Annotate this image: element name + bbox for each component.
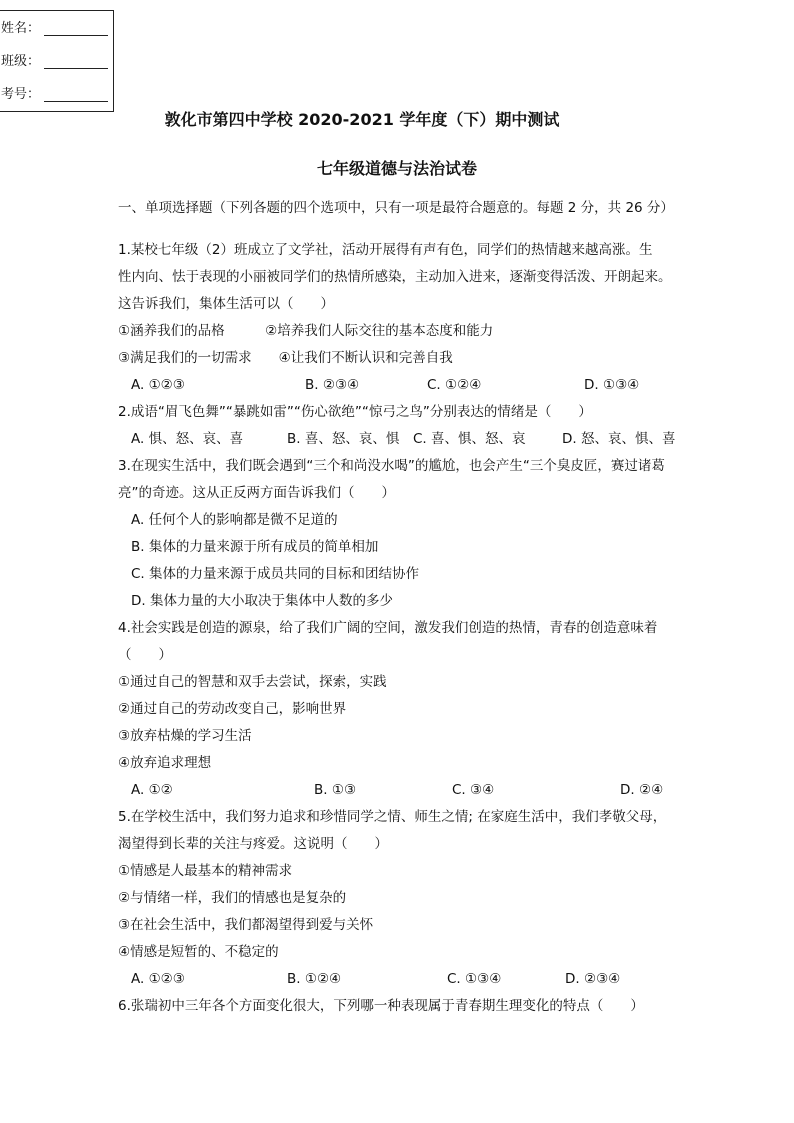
statement-item: ②通过自己的劳动改变自己，影响世界 (118, 701, 347, 717)
answer-options-row (118, 777, 688, 804)
statement-item: ③满足我们的一切需求 ④让我们不断认识和完善自我 (118, 350, 453, 366)
answer-option[interactable]: B. ②③④ (305, 377, 360, 393)
answer-option[interactable]: D. ①③④ (584, 377, 640, 393)
exam-number-label: 考号： (1, 87, 41, 102)
exam-number-field[interactable] (1, 83, 108, 102)
question-stem-line: 1.某校七年级（2）班成立了文学社，活动开展得有声有色，同学们的热情越来越高涨。生 (118, 242, 653, 258)
answer-option[interactable]: C. 集体的力量来源于成员共同的目标和团结协作 (131, 566, 420, 582)
statement-item: ①涵养我们的品格 ②培养我们人际交往的基本态度和能力 (118, 323, 494, 339)
class-blank[interactable] (44, 56, 108, 69)
statement-item: ①情感是人最基本的精神需求 (118, 863, 293, 879)
answer-options-row (118, 966, 688, 993)
name-label: 姓名： (1, 21, 41, 36)
answer-option[interactable]: A. 任何个人的影响都是微不足道的 (131, 512, 338, 528)
statement-item: ④情感是短暂的、不稳定的 (118, 944, 279, 960)
question-stem-line: 4.社会实践是创造的源泉，给了我们广阔的空间，激发我们创造的热情，青春的创造意味着 (118, 620, 658, 636)
exam-title: 敦化市第四中学校 2020-2021 学年度（下）期中测试 (164, 110, 560, 129)
class-field[interactable] (1, 50, 108, 69)
statement-item: ②与情绪一样，我们的情感也是复杂的 (118, 890, 347, 906)
answer-options-row (118, 426, 688, 453)
student-info-box (0, 10, 114, 112)
answer-option[interactable]: A. ①② (131, 782, 173, 798)
question-stem-line: 5.在学校生活中，我们努力追求和珍惜同学之情、师生之情; 在家庭生活中，我们孝敬父母， (118, 809, 667, 825)
answer-option[interactable]: B. 集体的力量来源于所有成员的简单相加 (131, 539, 379, 555)
answer-option[interactable]: C. 喜、惧、怒、哀 (413, 431, 526, 447)
answer-option[interactable]: C. ③④ (452, 782, 495, 798)
question (118, 615, 688, 804)
question (118, 993, 688, 1020)
answer-option[interactable]: B. 喜、怒、哀、惧 (287, 431, 400, 447)
question (118, 453, 688, 615)
statement-item: ③在社会生活中，我们都渴望得到爱与关怀 (118, 917, 374, 933)
question-stem-line: 性内向、怯于表现的小丽被同学们的热情所感染，主动加入进来，逐渐变得活泼、开朗起来。 (118, 269, 672, 285)
question-stem-line: 3.在现实生活中，我们既会遇到“三个和尚没水喝”的尴尬，也会产生“三个臭皮匠，赛过诸葛 (118, 458, 665, 474)
answer-option[interactable]: A. ①②③ (131, 971, 185, 987)
question-stem-line: 6.张瑞初中三年各个方面变化很大，下列哪一种表现属于青春期生理变化的特点（ ） (118, 998, 644, 1014)
statement-item: ③放弃枯燥的学习生活 (118, 728, 252, 744)
exam-number-blank[interactable] (44, 89, 108, 102)
answer-options-row (118, 372, 688, 399)
answer-option[interactable]: D. ②③④ (565, 971, 621, 987)
statement-item: ①通过自己的智慧和双手去尝试，探索，实践 (118, 674, 387, 690)
class-label: 班级： (1, 54, 41, 69)
question-stem-line: 渴望得到长辈的关注与疼爱。这说明（ ） (118, 836, 388, 852)
answer-option[interactable]: B. ①②④ (287, 971, 342, 987)
question-stem-line: 亮”的奇迹。这从正反两方面告诉我们（ ） (118, 485, 395, 501)
answer-option[interactable]: D. 集体力量的大小取决于集体中人数的多少 (131, 593, 393, 609)
exam-subtitle: 七年级道德与法治试卷 (316, 159, 477, 178)
answer-option[interactable]: C. ①②④ (427, 377, 482, 393)
answer-option[interactable]: A. 惧、怒、哀、喜 (131, 431, 244, 447)
section-heading: 一、单项选择题（下列各题的四个选项中，只有一项是最符合题意的。每题 2 分，共 26 分） (118, 200, 674, 216)
question-stem-line: 2.成语“眉飞色舞”“暴跳如雷”“伤心欲绝”“惊弓之鸟”分别表达的情绪是（ ） (118, 404, 592, 420)
answer-option[interactable]: D. ②④ (620, 782, 664, 798)
answer-option[interactable]: C. ①③④ (447, 971, 502, 987)
name-blank[interactable] (44, 23, 108, 36)
question-list (118, 237, 688, 1020)
question (118, 804, 688, 993)
question-stem-line: 这告诉我们，集体生活可以（ ） (118, 296, 334, 312)
answer-option[interactable]: D. 怒、哀、惧、喜 (562, 431, 676, 447)
question (118, 237, 688, 399)
question (118, 399, 688, 453)
answer-option[interactable]: B. ①③ (314, 782, 357, 798)
answer-option[interactable]: A. ①②③ (131, 377, 185, 393)
question-stem-line: （ ） (118, 647, 172, 663)
name-field[interactable] (1, 17, 108, 36)
statement-item: ④放弃追求理想 (118, 755, 212, 771)
